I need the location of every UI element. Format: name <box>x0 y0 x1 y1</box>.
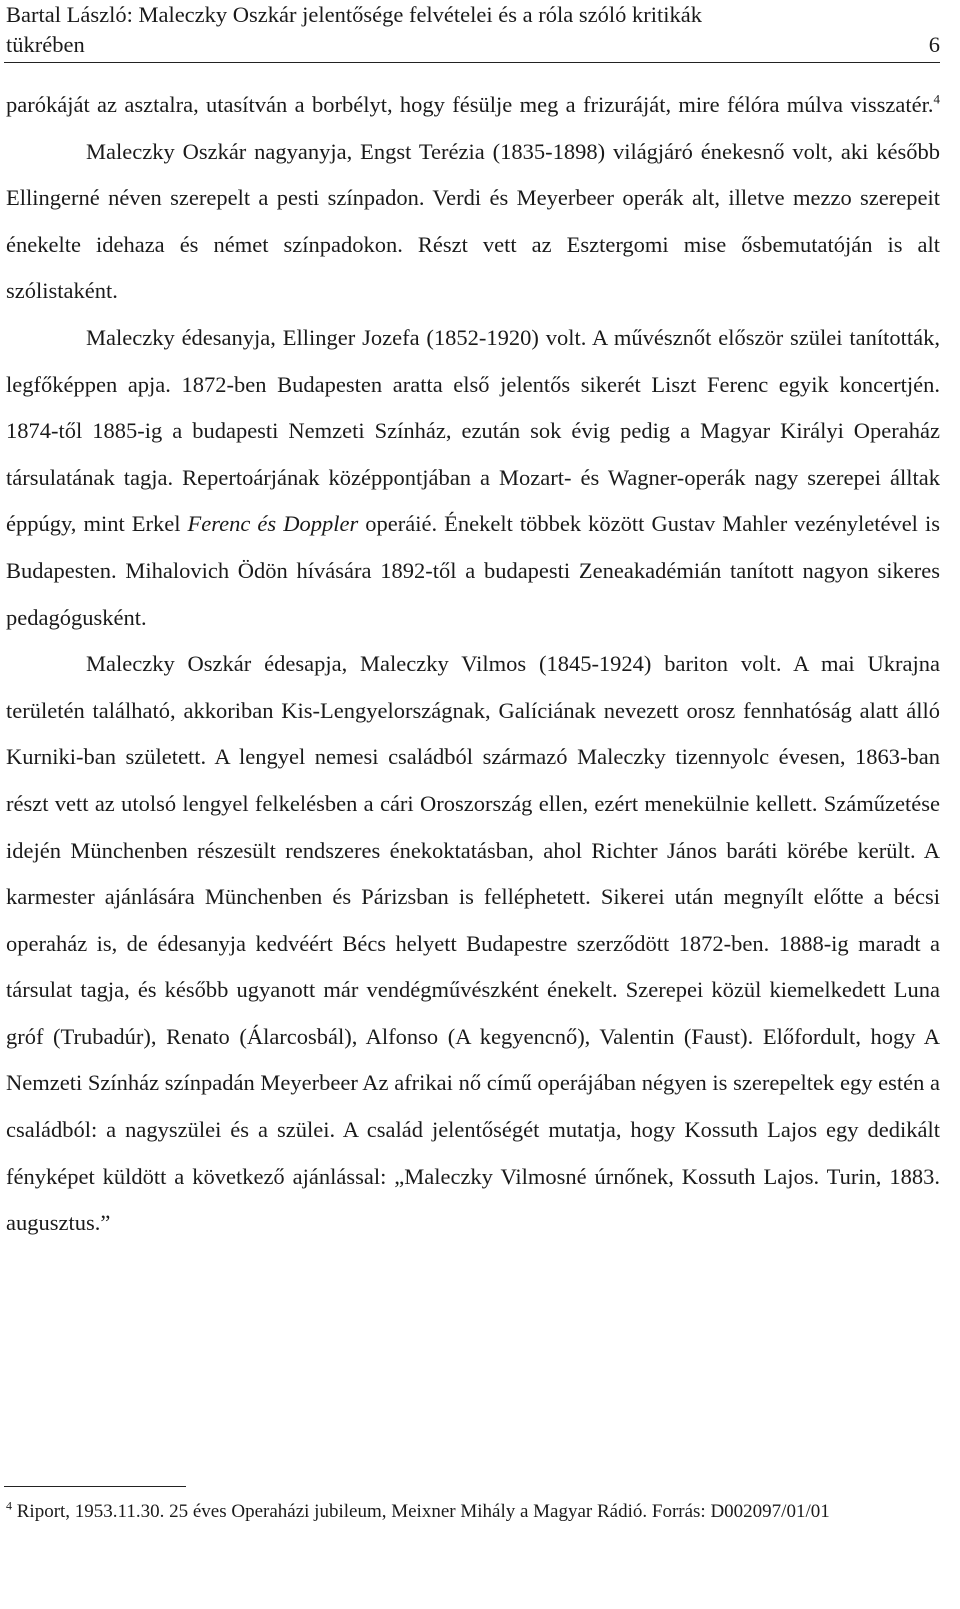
paragraph-text: Maleczky Oszkár édesapja, Maleczky Vilmos (1845-1924) bariton volt. A mai Ukrajna területén található, akkoriban Kis-Lengyelországnak, Galíciának nevezett orosz fennhatóság alatt álló Kurniki-ban született. A lengyel nemesi családból származó Maleczky tizennyolc évesen, 1863-ban részt vett az utolsó lengyel felkelésben a cári Oroszország ellen, ezért menekülnie kellett. Száműzetése idején Münchenben részesült rendszeres énekoktatásban, ahol Richter János baráti körébe került. A karmester ajánlására Münchenben és Párizsban is felléphetett. Sikerei után megnyílt előtte a bécsi operaház is, de édesanyja kedvéért Bécs helyett Budapestre szerződött 1872-ben. 1888-ig maradt a társulat tagja, és később ugyanott már vendégművészként énekelt. Szerepei közül kiemelkedett Luna gróf (Trubadúr), Renato (Álarcosbál), Alfonso (A kegyencnő), Valentin (Faust). Előfordult, hogy A Nemzeti Színház színpadán Meyerbeer Az afrikai nő című operájában négyen is szerepeltek egy estén a családból: a nagyszülei és a szülei. A család jelentőségét mutatja, hogy Kossuth Lajos egy dedikált fényképet küldött a következő ajánlással: „Maleczky Vilmosné úrnőnek, Kossuth Lajos. Turin, 1883. augusztus.” <box>6 651 940 1236</box>
header-title-line1: Bartal László: Maleczky Oszkár jelentősége felvételei és a róla szóló kritikák <box>6 2 702 27</box>
paragraph-text: Maleczky édesanyja, Ellinger Jozefa (1852-1920) volt. A művésznőt először szülei tanították, legfőképpen apja. 1872-ben Budapesten aratta első jelentős sikerét Liszt Ferenc egyik koncertjén. 1874-től 1885-ig a budapesti Nemzeti Színház, ezután sok évig pedig a Magyar Királyi Operaház társulatának tagja. Repertoárjának középpontjában a Mozart- és Wagner-operák nagy szerepei álltak éppúgy, mint Erkel <box>6 324 940 537</box>
footnote-reference: 4 <box>933 91 940 107</box>
paragraph-continuation <box>6 82 940 129</box>
italic-names: Ferenc és Doppler <box>187 511 359 537</box>
header-title-line2: tükrében <box>6 32 85 57</box>
paragraph-text: Maleczky Oszkár nagyanyja, Engst Terézia (1835-1898) világjáró énekesnő volt, aki később Ellingerné néven szerepelt a pesti színpadon. Verdi és Meyerbeer operák alt, illetve mezzo szerepeit énekelte idehaza és német színpadokon. Részt vett az Esztergomi mise ősbemutatóján is alt szólistaként. <box>6 138 940 304</box>
paragraph-text: parókáját az asztalra, utasítván a borbélyt, hogy fésülje meg a frizuráját, mire félóra múlva visszatér. <box>6 92 934 117</box>
paragraph-father <box>6 641 940 1247</box>
footnote <box>6 1497 940 1527</box>
paragraph-mother <box>6 315 940 641</box>
footnote-text: Riport, 1953.11.30. 25 éves Operaházi jubileum, Meixner Mihály a Magyar Rádió. Forrás: D002097/01/01 <box>16 1501 830 1522</box>
paragraph-text: operáié. Énekelt többek között Gustav Mahler vezényletével is Budapesten. Mihalovich Ödön hívására 1892-től a budapesti Zeneakadémián tanított nagyon sikeres pedagógusként. <box>6 511 940 630</box>
running-header <box>6 0 940 60</box>
header-title-line2-row <box>6 30 940 60</box>
page-number: 6 <box>928 32 940 57</box>
footnote-divider <box>4 1486 186 1487</box>
header-divider <box>4 62 940 63</box>
main-text <box>6 82 940 1247</box>
footnote-number: 4 <box>6 1498 12 1513</box>
paragraph-grandmother <box>6 129 940 315</box>
